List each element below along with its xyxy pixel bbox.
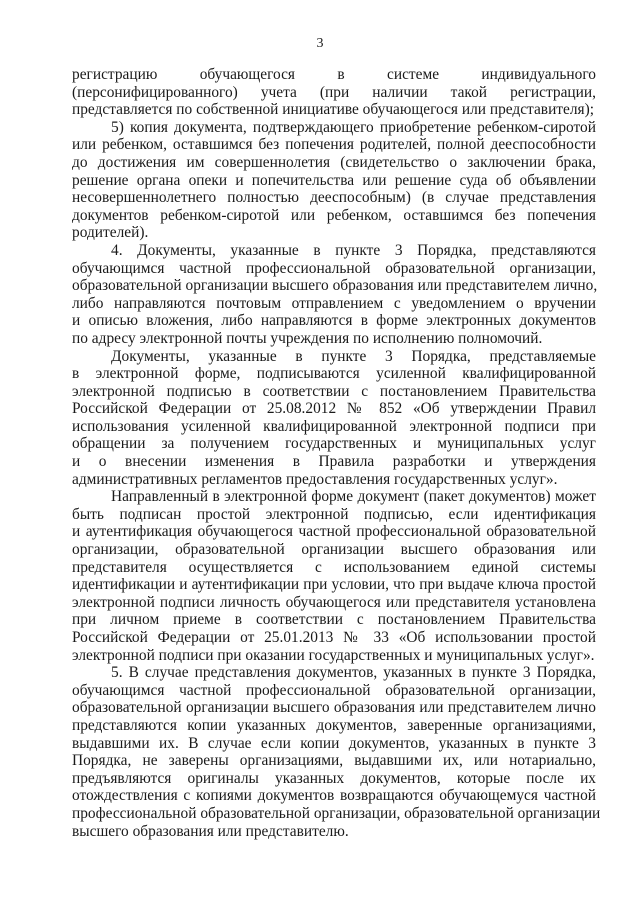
paragraph xyxy=(72,66,596,119)
paragraph xyxy=(72,348,596,489)
text-line: 5) копия документа, подтверждающего приобретение ребенком-сиротой xyxy=(111,118,596,136)
text-line: и аутентификация обучающегося частной профессиональной образовательной xyxy=(72,523,596,541)
text-line: предъявляются оригиналы указанных документов, которые после их xyxy=(72,769,596,787)
text-line: регистрацию обучающегося в системе индивидуального xyxy=(72,66,596,83)
text-line: обращении за получением государственных и муниципальных услуг xyxy=(72,435,596,453)
text-line: электронной подписи при оказании государственных и муниципальных услуг». xyxy=(72,646,595,664)
document-body xyxy=(72,66,601,840)
text-line: Документы, указанные в пункте 3 Порядка, представляемые xyxy=(111,347,596,365)
text-line: организации, образовательной организации высшего образования или xyxy=(72,541,596,559)
text-line: электронной подписью в соответствии с постановлением Правительства xyxy=(72,382,596,400)
text-line: (персонифицированного) учета (при наличии такой регистрации, xyxy=(72,83,596,101)
text-line: высшего образования или представителю. xyxy=(72,822,349,840)
text-line: обучающимся частной профессиональной образовательной организации, xyxy=(72,681,596,699)
paragraph xyxy=(72,119,596,242)
text-line: 5. В случае представления документов, указанных в пункте 3 Порядка, xyxy=(111,664,596,682)
paragraph xyxy=(72,488,596,664)
text-line: представителя осуществляется с использованием единой системы xyxy=(72,558,596,576)
text-line: Направленный в электронной форме документ (пакет документов) может xyxy=(111,488,596,506)
text-line: образовательной организации высшего образования или представителем лично, xyxy=(72,277,598,295)
text-line: в электронной форме, подписываются усиленной квалифицированной xyxy=(72,365,596,383)
text-line: до достижения им совершеннолетия (свидетельство о заключении брака, xyxy=(72,153,596,171)
text-line: или ребенком, оставшимся без попечения родителей, полной дееспособности xyxy=(72,136,596,154)
page-number: 3 xyxy=(316,36,324,51)
text-line: административных регламентов предоставления государственных услуг». xyxy=(72,470,558,488)
text-line: Порядка, не заверены организациями, выдавшими их, или нотариально, xyxy=(72,752,596,770)
text-line: образовательной организации высшего образования или представителем лично xyxy=(72,699,596,717)
text-line: идентификации и аутентификации при условии, что при выдаче ключа простой xyxy=(72,576,596,594)
text-line: родителей). xyxy=(72,224,149,242)
text-line: профессиональной образовательной организации, образовательной организации xyxy=(72,804,601,822)
text-line: и о внесении изменения в Правила разработки и утверждения xyxy=(72,453,596,471)
text-line: обучающимся частной профессиональной образовательной организации, xyxy=(72,259,596,277)
text-line: электронной подписи личность обучающегося или представителя установлена xyxy=(72,593,596,611)
text-line: быть подписан простой электронной подписью, если идентификация xyxy=(72,505,596,523)
text-line: и описью вложения, либо направляются в форме электронных документов xyxy=(72,312,596,330)
text-line: Российской Федерации от 25.08.2012 № 852 «Об утверждении Правил xyxy=(72,400,596,418)
text-line: отождествления с копиями документов возвращаются обучающемуся частной xyxy=(72,787,596,805)
text-line: 4. Документы, указанные в пункте 3 Порядка, представляются xyxy=(111,241,596,259)
text-line: выдавшими их. В случае если копии документов, указанных в пункте 3 xyxy=(72,734,596,752)
text-line: несовершеннолетнего полностью дееспособным) (в случае представления xyxy=(72,189,596,207)
text-line: либо направляются почтовым отправлением с уведомлением о вручении xyxy=(72,294,596,312)
text-line: Российской Федерации от 25.01.2013 № 33 «Об использовании простой xyxy=(72,629,596,646)
text-line: использования усиленной квалифицированной электронной подписи при xyxy=(72,417,596,435)
text-line: представляется по собственной инициативе обучающегося или представителя); xyxy=(72,101,595,119)
text-line: при личном приеме в соответствии с постановлением Правительства xyxy=(72,611,596,629)
text-line: документов ребенком-сиротой или ребенком, оставшимся без попечения xyxy=(72,206,596,224)
text-line: по адресу электронной почты учреждения по исполнению полномочий. xyxy=(72,329,543,347)
text-line: решение органа опеки и попечительства или решение суда об объявлении xyxy=(72,171,596,189)
paragraph xyxy=(72,664,601,840)
paragraph xyxy=(72,242,596,348)
text-line: представляются копии указанных документов, заверенные организациями, xyxy=(72,716,596,734)
